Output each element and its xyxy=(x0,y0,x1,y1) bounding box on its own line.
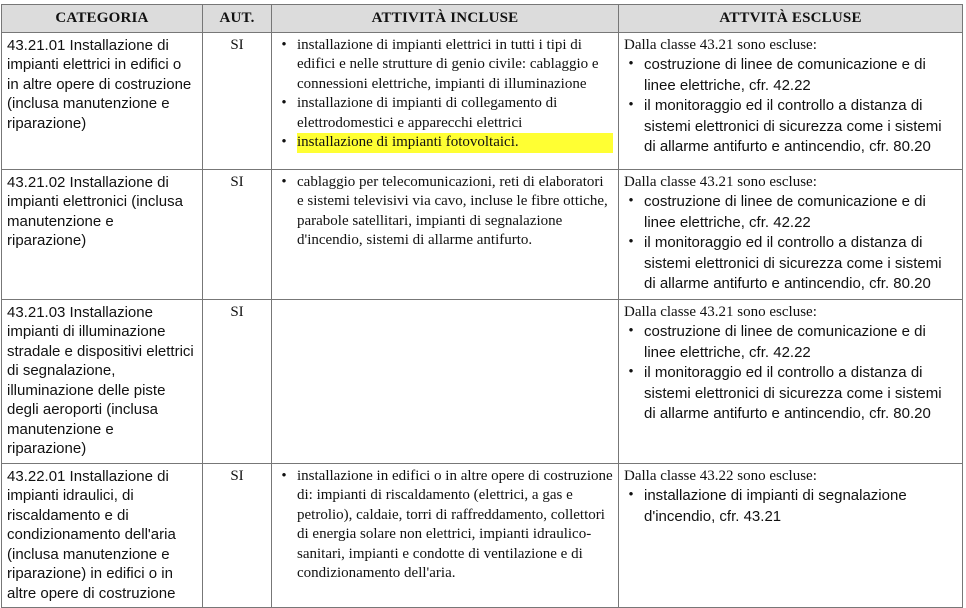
included-cell-empty xyxy=(272,299,619,463)
list-item xyxy=(281,94,613,133)
bullet-icon: • xyxy=(628,487,634,503)
aut-cell: SI xyxy=(203,463,272,608)
included-list xyxy=(277,467,613,584)
excluded-lead: Dalla classe 43.21 sono escluse: xyxy=(624,173,817,190)
excluded-cell xyxy=(619,169,963,299)
list-item-text: costruzione di linee de comunicazione e di linee elettriche, cfr. 42.22 xyxy=(644,323,926,361)
excluded-list xyxy=(624,192,957,295)
list-item-text: il monitoraggio ed il controllo a distanza di sistemi elettronici di sicurezza come i sistemi di allarme antifurto e antincendio, cfr. 80.20 xyxy=(644,97,942,155)
excluded-lead: Dalla classe 43.22 sono escluse: xyxy=(624,467,817,484)
excluded-list xyxy=(624,55,957,158)
excluded-list xyxy=(624,322,957,425)
excluded-list xyxy=(624,486,957,527)
excluded-cell xyxy=(619,463,963,608)
table-header-row xyxy=(2,5,963,33)
table-row xyxy=(2,32,963,169)
list-item-text: installazione di impianti di collegamento di elettrodomestici e apparecchi elettrici xyxy=(297,95,558,131)
bullet-icon: • xyxy=(628,97,634,113)
list-item-text: il monitoraggio ed il controllo a distanza di sistemi elettronici di sicurezza come i sistemi di allarme antifurto e antincendio, cfr. 80.20 xyxy=(644,364,942,422)
excluded-cell xyxy=(619,299,963,463)
bullet-icon: • xyxy=(281,467,287,484)
list-item xyxy=(281,36,613,95)
list-item xyxy=(281,173,613,251)
aut-cell: SI xyxy=(203,299,272,463)
excluded-cell xyxy=(619,32,963,169)
bullet-icon: • xyxy=(281,95,287,111)
list-item-text: installazione di impianti fotovoltaici. xyxy=(297,134,519,150)
list-item-text: costruzione di linee de comunicazione e di linee elettriche, cfr. 42.22 xyxy=(644,193,926,231)
aut-cell: SI xyxy=(203,169,272,299)
bullet-icon: • xyxy=(281,134,287,150)
list-item-text: installazione di impianti di segnalazione d'incendio, cfr. 43.21 xyxy=(644,487,907,525)
list-item xyxy=(628,55,957,96)
list-item xyxy=(628,322,957,363)
included-list xyxy=(277,36,613,153)
excluded-lead: Dalla classe 43.21 sono escluse: xyxy=(624,36,817,53)
bullet-icon: • xyxy=(628,364,634,380)
list-item xyxy=(628,233,957,295)
header-aut: AUT. xyxy=(203,5,272,33)
bullet-icon: • xyxy=(628,193,634,209)
header-excluded: ATTVITÀ ESCLUSE xyxy=(619,5,963,33)
bullet-icon: • xyxy=(628,56,634,72)
bullet-icon: • xyxy=(281,173,287,190)
included-list xyxy=(277,173,613,251)
bullet-icon: • xyxy=(628,234,634,250)
aut-cell: SI xyxy=(203,32,272,169)
list-item-text: installazione in edifici o in altre opere di costruzione di: impianti di riscaldamento (elettrici, a gas e petrolio), caldaie, torri di raffreddamento, collettori di energia solare non elettrici, impianti idraulico-sanitari, impianti e condotte di ventilazione e di condizionamento dell'aria. xyxy=(297,467,613,581)
list-item xyxy=(628,96,957,158)
bullet-icon: • xyxy=(281,36,287,53)
included-cell xyxy=(272,463,619,608)
category-cell: 43.21.03 Installazione impianti di illuminazione stradale e dispositivi elettrici di segnalazione, illuminazione delle piste degli aeroporti (inclusa manutenzione e riparazione) xyxy=(2,299,203,463)
list-item-text: installazione di impianti elettrici in tutti i tipi di edifici e nelle strutture di genio civile: cablaggio e connessioni elettriche, impianti di illuminazione xyxy=(297,36,599,92)
category-cell: 43.22.01 Installazione di impianti idraulici, di riscaldamento e di condizionamento dell'aria (inclusa manutenzione e riparazione) in edifici o in altre opere di costruzione xyxy=(2,463,203,608)
table-row xyxy=(2,299,963,463)
excluded-lead: Dalla classe 43.21 sono escluse: xyxy=(624,303,817,320)
included-cell xyxy=(272,169,619,299)
bullet-icon: • xyxy=(628,323,634,339)
table-row xyxy=(2,169,963,299)
activity-table xyxy=(1,4,963,608)
list-item xyxy=(628,363,957,425)
included-cell xyxy=(272,32,619,169)
category-cell: 43.21.01 Installazione di impianti elettrici in edifici o in altre opere di costruzione (inclusa manutenzione e riparazione) xyxy=(2,32,203,169)
list-item-text: cablaggio per telecomunicazioni, reti di elaboratori e sistemi televisivi via cavo, incluse le fibre ottiche, parabole satellitari, impianti di segnalazione d'incendio, sistemi di allarme antifurto. xyxy=(297,173,608,248)
table-row xyxy=(2,463,963,608)
list-item-text: il monitoraggio ed il controllo a distanza di sistemi elettronici di sicurezza come i sistemi di allarme antifurto e antincendio, cfr. 80.20 xyxy=(644,234,942,292)
highlighted-list-item xyxy=(281,133,613,153)
list-item xyxy=(628,486,957,527)
category-cell: 43.21.02 Installazione di impianti elettronici (inclusa manutenzione e riparazione) xyxy=(2,169,203,299)
header-category: CATEGORIA xyxy=(2,5,203,33)
header-included: ATTIVITÀ INCLUSE xyxy=(272,5,619,33)
list-item-text: costruzione di linee de comunicazione e di linee elettriche, cfr. 42.22 xyxy=(644,56,926,94)
list-item xyxy=(628,192,957,233)
list-item xyxy=(281,467,613,584)
